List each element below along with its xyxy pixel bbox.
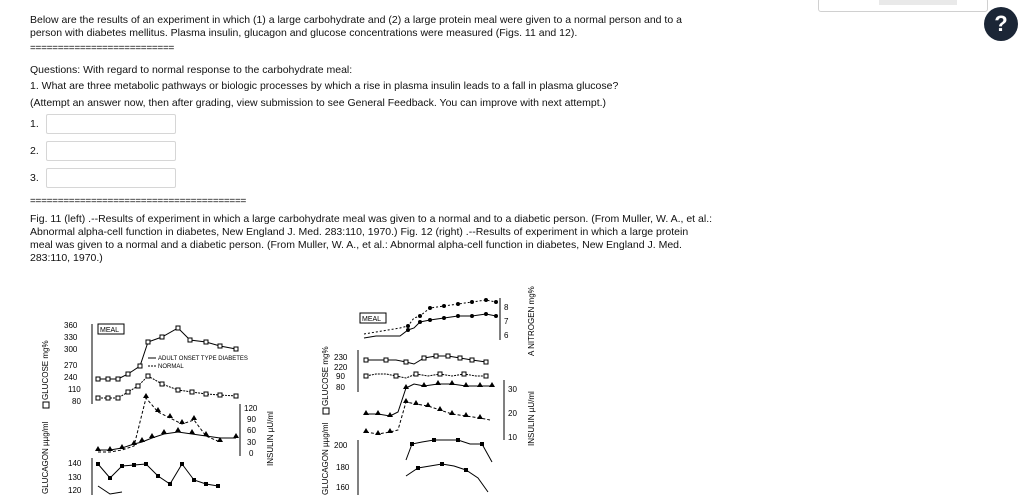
fig12-glucagon-line xyxy=(406,440,492,462)
fig11-itick-4: 0 xyxy=(249,449,254,458)
fig11-diabetic-glucose-line xyxy=(98,328,236,379)
fig12-nitrogen-axis-label: A NITROGEN mg% xyxy=(527,286,536,356)
fig11-glucagon-points xyxy=(96,462,220,488)
answer-3-input[interactable] xyxy=(46,168,176,188)
fig12-insulin-points xyxy=(363,380,495,435)
fig11-glucose-square-marker xyxy=(43,402,49,408)
answer-1-label: 1. xyxy=(30,118,39,130)
fig11-insulin-axis-label: INSULIN µU/ml xyxy=(266,411,275,466)
fig12-meal-label: MEAL xyxy=(362,316,382,323)
answer-2-input[interactable] xyxy=(46,141,176,161)
fig12-gtick-1: 220 xyxy=(334,363,348,372)
fig11-itick-2: 60 xyxy=(247,426,256,435)
fig11-gctick-1: 130 xyxy=(68,473,82,482)
fig11-gtick-5: 110 xyxy=(68,385,81,394)
fig12-itick-1: 20 xyxy=(508,409,517,418)
caption-line-2: Abnormal alpha-cell function in diabetes, New England J. Med. 283:110, 1970.) Fig. 12 (right) .--Results of experiment in which a large protein xyxy=(30,226,689,238)
fig12-glucagon-points xyxy=(410,438,484,472)
fig12-gctick-1: 180 xyxy=(336,463,350,472)
fig12-ntick-1: 7 xyxy=(504,317,509,326)
fig11-legend-normal: NORMAL xyxy=(158,364,184,370)
separator-short: ========================== xyxy=(30,43,175,54)
fig11-glucose-axis-label: GLUCOSE mg% xyxy=(41,340,50,400)
figure-12 xyxy=(310,280,560,495)
fig11-gctick-0: 140 xyxy=(68,459,82,468)
fig12-gctick-0: 200 xyxy=(334,441,348,450)
separator-long: ======================================= xyxy=(30,196,247,207)
fig11-itick-3: 30 xyxy=(247,438,256,447)
fig12-itick-2: 10 xyxy=(508,433,517,442)
fig11-gtick-2: 300 xyxy=(64,345,78,354)
top-progress-box xyxy=(818,0,988,12)
fig12-gtick-2: 90 xyxy=(336,372,345,381)
fig12-normal-glucose-line xyxy=(366,374,486,378)
fig12-gtick-0: 230 xyxy=(334,353,348,362)
help-button[interactable]: ? xyxy=(984,7,1018,41)
answer-row-3 xyxy=(30,167,176,189)
figure-11 xyxy=(30,280,290,495)
fig12-itick-0: 30 xyxy=(508,385,517,394)
fig11-itick-1: 90 xyxy=(247,415,256,424)
top-progress-fill xyxy=(879,0,957,5)
caption-line-1: Fig. 11 (left) .--Results of experiment in which a large carbohydrate meal was given to a normal and to a diabetic person. (From Muller, W. A., et al.: xyxy=(30,213,713,225)
answer-row-1 xyxy=(30,113,176,135)
fig12-ntick-2: 6 xyxy=(504,331,509,340)
fig12-glucagon-axis-label: GLUCAGON µµg/ml xyxy=(321,422,330,495)
fig11-insulin-points xyxy=(95,393,239,451)
fig12-gtick-3: 80 xyxy=(336,383,345,392)
question-1: 1. What are three metabolic pathways or biologic processes by which a rise in plasma insulin leads to a fall in plasma glucose? xyxy=(30,80,619,92)
answer-row-2 xyxy=(30,140,176,162)
answer-1-input[interactable] xyxy=(46,114,176,134)
answer-3-label: 3. xyxy=(30,172,39,184)
fig11-diabetic-insulin-line xyxy=(98,432,236,450)
fig12-ntick-0: 8 xyxy=(504,303,509,312)
fig11-glucagon-axis-label: GLUCAGON µµg/ml xyxy=(41,421,50,494)
fig11-gtick-0: 360 xyxy=(64,321,78,330)
fig12-normal-insulin-line xyxy=(366,384,492,416)
fig12-gctick-2: 160 xyxy=(336,483,350,492)
caption-line-3: meal was given to a normal and a diabetic person. (From Muller, W. A., et al.: Abnormal alpha-cell function in diabetes, New England J. Med. xyxy=(30,239,682,251)
intro-line-2: person with diabetes mellitus. Plasma insulin, glucagon and glucose concentrations were measured (Figs. 11 and 12). xyxy=(30,27,578,39)
fig11-gtick-6: 80 xyxy=(72,397,81,406)
fig12-nitrogen-points xyxy=(406,298,498,332)
fig11-gtick-1: 330 xyxy=(64,333,78,342)
intro-line-1: Below are the results of an experiment in which (1) a large carbohydrate and (2) a large protein meal were given to a normal person and to a xyxy=(30,14,682,26)
fig11-gtick-3: 270 xyxy=(64,361,78,370)
fig11-meal-label: MEAL xyxy=(100,327,120,334)
fig11-gtick-4: 240 xyxy=(64,373,78,382)
question-hint: (Attempt an answer now, then after grading, view submission to see General Feedback. You can improve with next attempt.) xyxy=(30,97,607,109)
fig12-glucose-square-marker xyxy=(323,408,329,414)
answer-2-label: 2. xyxy=(30,145,39,157)
fig11-normal-insulin-line xyxy=(98,398,220,452)
fig11-itick-0: 120 xyxy=(244,404,258,413)
fig11-glucagon-line-2 xyxy=(98,486,122,494)
questions-header: Questions: With regard to normal response to the carbohydrate meal: xyxy=(30,64,353,76)
caption-line-4: 283:110, 1970.) xyxy=(30,252,103,264)
fig11-legend-diabetic: ADULT ONSET TYPE DIABETES xyxy=(158,356,248,362)
fig12-glucose-axis-label: GLUCOSE mg% xyxy=(321,346,330,406)
fig12-insulin-axis-label: INSULIN µU/ml xyxy=(527,391,536,446)
fig11-gctick-2: 120 xyxy=(68,486,82,495)
